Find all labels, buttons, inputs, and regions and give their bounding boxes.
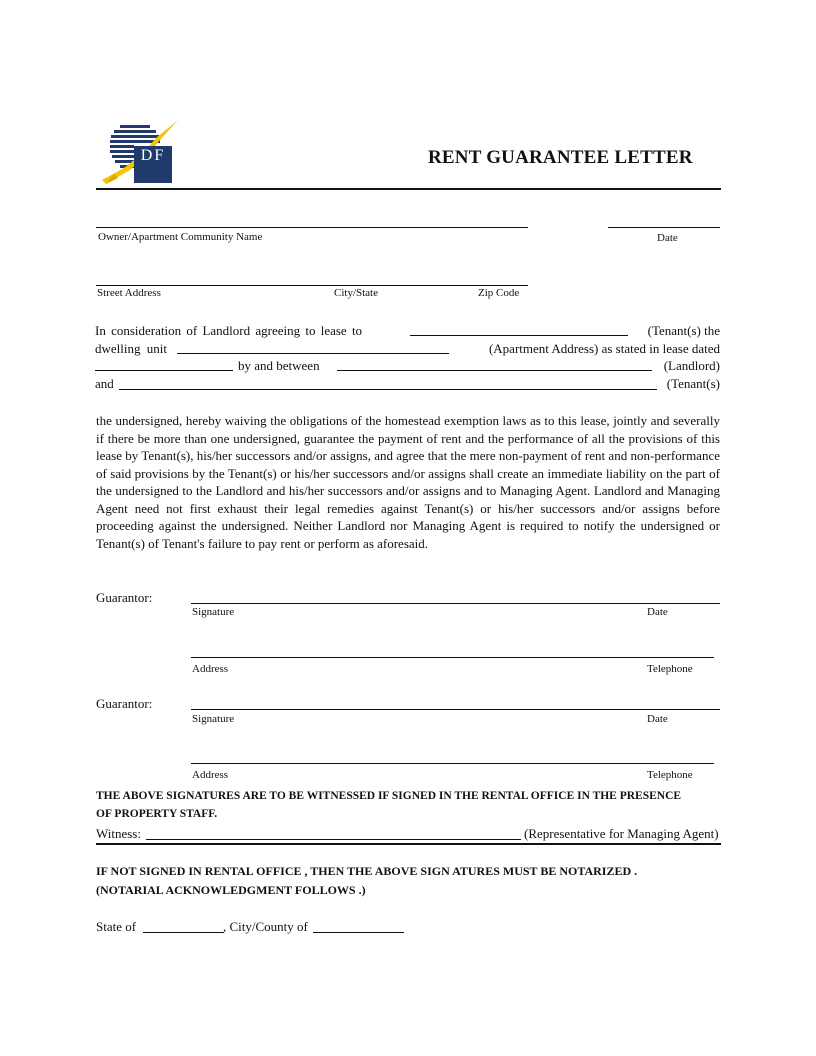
owner-label: Owner/Apartment Community Name — [98, 231, 263, 243]
guarantor-1-address-field[interactable] — [191, 657, 714, 658]
tenants-field[interactable] — [119, 389, 657, 390]
guarantor-2-signature-label: Signature — [192, 713, 235, 725]
intro-line-1 — [95, 322, 720, 340]
guarantor-1-signature-label: Signature — [192, 606, 235, 618]
witness-rule — [96, 843, 721, 845]
witness-notice-line-2: OF PROPERTY STAFF. — [96, 808, 218, 820]
guarantor-2-address-field[interactable] — [191, 763, 714, 764]
witness-notice-line-1: THE ABOVE SIGNATURES ARE TO BE WITNESSED IF SIGNED IN THE RENTAL OFFICE IN THE PRESENCE — [96, 790, 682, 802]
city-label: City/State — [334, 287, 378, 299]
notary-notice-line-2: (NOTARIAL ACKNOWLEDGMENT FOLLOWS .) — [96, 883, 366, 897]
page-title: RENT GUARANTEE LETTER — [428, 147, 693, 168]
intro-text-3b: (Landlord) — [663, 358, 720, 373]
intro-text-4a: and — [95, 376, 114, 391]
guarantor-1-label: Guarantor: — [96, 590, 153, 605]
intro-text-1b: (Tenant(s) the — [647, 323, 720, 338]
date-field[interactable] — [608, 227, 720, 228]
street-label: Street Address — [97, 287, 161, 299]
guarantor-1-address-label: Address — [192, 663, 229, 675]
guarantor-2-label: Guarantor: — [96, 696, 153, 711]
company-logo — [100, 118, 182, 190]
date-label: Date — [657, 232, 678, 244]
owner-name-field[interactable] — [96, 227, 528, 228]
intro-text-2b: (Apartment Address) as stated in lease dated — [488, 341, 720, 356]
intro-line-2 — [95, 340, 720, 358]
intro-line-4 — [95, 375, 720, 393]
guarantor-2-address-label: Address — [192, 769, 229, 781]
tenant-name-field[interactable] — [410, 335, 628, 336]
guarantee-paragraph: the undersigned, hereby waiving the obligations of the homestead exemption laws as to this lease, jointly and severally if there be more than one undersigned, guarantee the payment of rent and the performance of all the provisions of this lease by Tenant(s), his/her successors and/or assigns, and agree that the mere non-payment of rent and non-performance of said provisions by the Tenant(s) or his/her successors and/or assigns shall create an immediate liability on the part of the undersigned to the Landlord and his/her successors and/or assigns and to Managing Agent. Landlord and Managing Agent need not first exhaust their legal remedies against Tenant(s) or his/her successors and/or assigns before proceeding against the undersigned. Neither Landlord nor Managing Agent is required to notify the undersigned or Tenant(s) of Tenant's failure to pay rent or perform as aforesaid. — [96, 413, 720, 551]
guarantor-1-signature-field[interactable] — [191, 603, 720, 604]
logo-letters: DF — [140, 147, 166, 164]
guarantor-2-signature-field[interactable] — [191, 709, 720, 710]
state-field[interactable] — [143, 932, 224, 933]
notary-notice-line-1: IF NOT SIGNED IN RENTAL OFFICE , THEN THE ABOVE SIGN ATURES MUST BE NOTARIZED . — [96, 864, 638, 878]
lease-date-field[interactable] — [95, 370, 233, 371]
intro-line-3 — [95, 357, 720, 375]
intro-text-1a: In consideration of Landlord agreeing to lease to — [95, 323, 363, 338]
apartment-address-field[interactable] — [177, 353, 449, 354]
intro-text-2a: dwelling unit — [95, 341, 167, 356]
county-field[interactable] — [313, 932, 404, 933]
county-label: , City/County of — [223, 919, 308, 934]
guarantor-1-date-label: Date — [647, 606, 668, 618]
guarantor-2-telephone-label: Telephone — [647, 769, 693, 781]
guarantor-1-telephone-label: Telephone — [647, 663, 693, 675]
witness-field[interactable] — [146, 839, 521, 840]
witness-label: Witness: — [96, 826, 141, 841]
street-address-field[interactable] — [96, 285, 528, 286]
zip-label: Zip Code — [478, 287, 520, 299]
landlord-field[interactable] — [337, 370, 652, 371]
intro-text-3a: by and between — [238, 358, 320, 373]
title-rule — [96, 188, 721, 190]
intro-text-4b: (Tenant(s) — [666, 376, 720, 391]
witness-suffix: (Representative for Managing Agent) — [524, 826, 719, 841]
state-label: State of — [96, 919, 137, 934]
guarantor-2-date-label: Date — [647, 713, 668, 725]
